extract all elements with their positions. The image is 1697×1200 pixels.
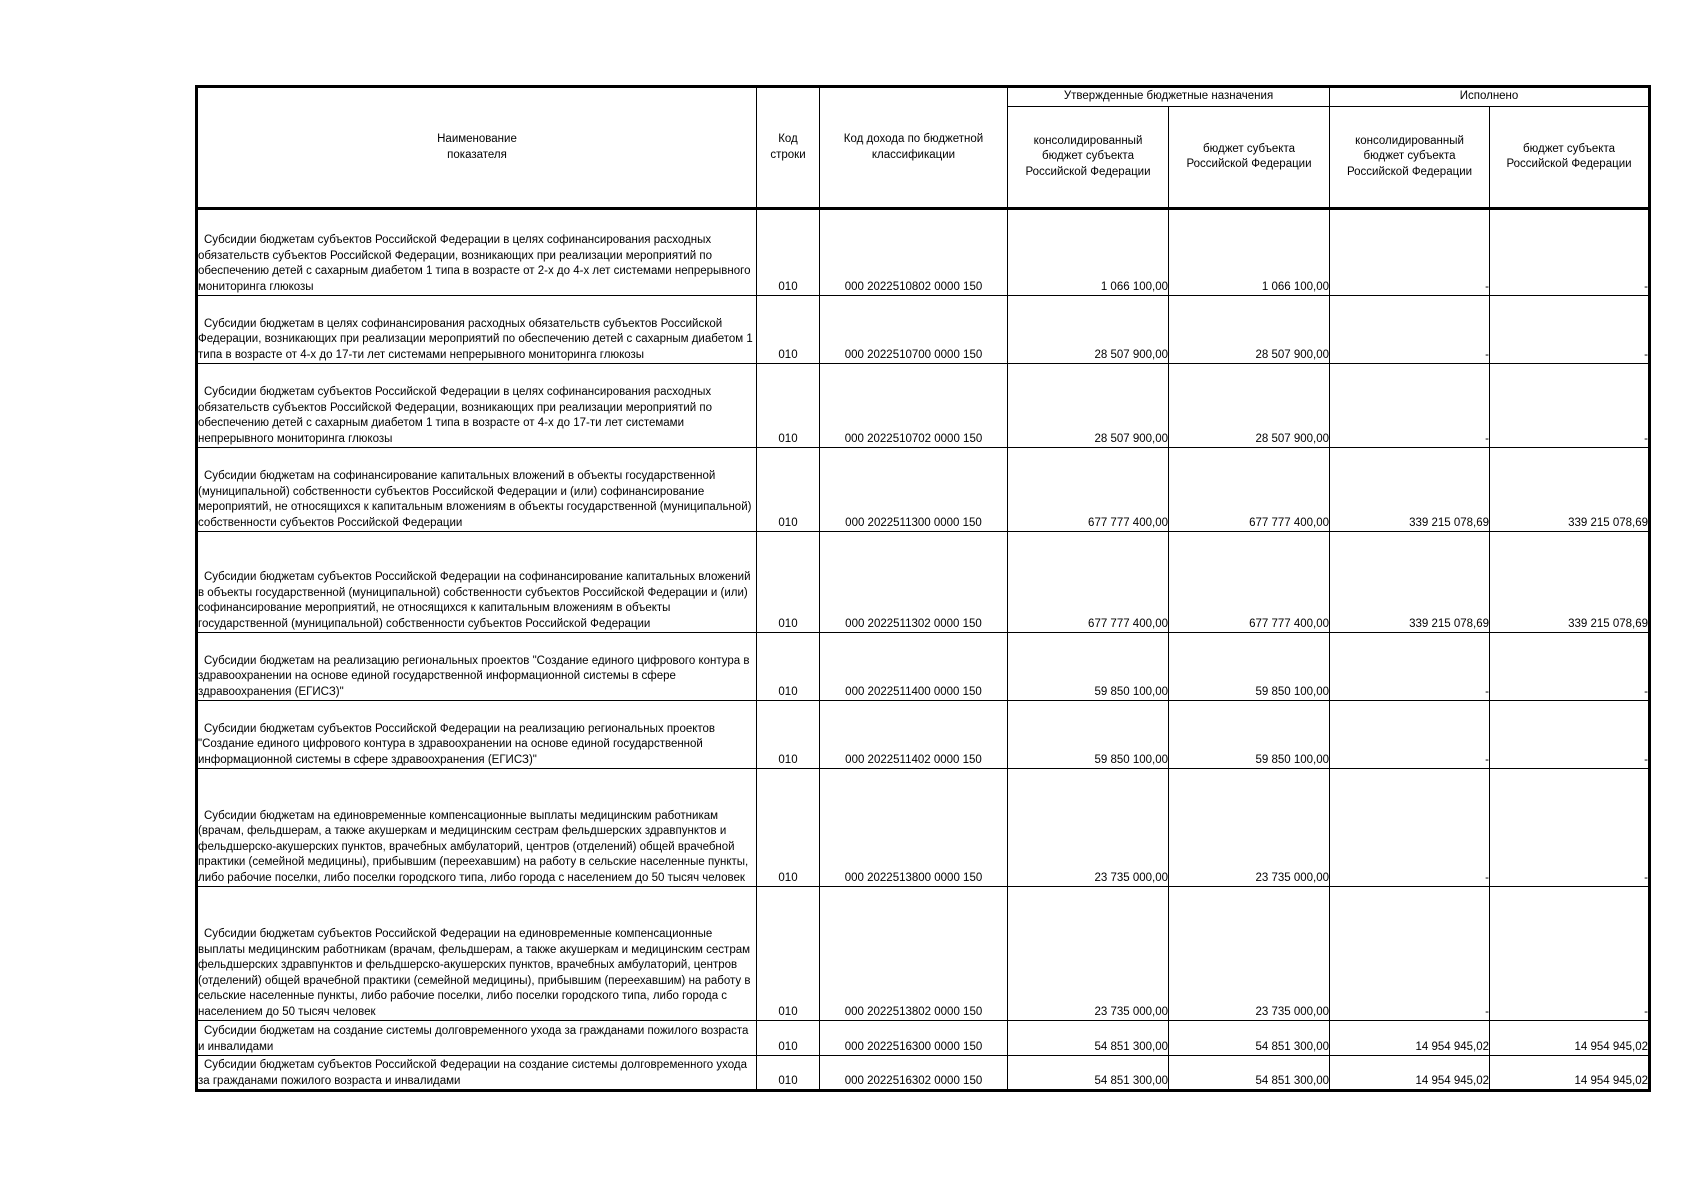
row-classification: 000 2022513800 0000 150	[820, 769, 1008, 887]
table-row	[197, 701, 1650, 769]
row-code: 010	[757, 209, 820, 296]
row-code: 010	[757, 532, 820, 633]
row-executed-subject: -	[1490, 296, 1650, 364]
row-executed-consolidated: -	[1330, 769, 1490, 887]
row-name: Субсидии бюджетам на создание системы долговременного ухода за гражданами пожилого возраста и инвалидами	[197, 1021, 757, 1056]
row-approved-consolidated: 23 735 000,00	[1008, 769, 1169, 887]
row-classification: 000 2022516302 0000 150	[820, 1056, 1008, 1091]
row-approved-consolidated: 54 851 300,00	[1008, 1056, 1169, 1091]
table-row	[197, 769, 1650, 887]
header-executed-group: Исполнено	[1330, 87, 1650, 107]
row-code: 010	[757, 296, 820, 364]
table-row	[197, 887, 1650, 1021]
row-name: Субсидии бюджетам на софинансирование капитальных вложений в объекты государственной (муниципальной) собственности субъектов Российской Федерации и (или) софинансирование мероприятий, не относящихся к капитальным вложениям в объекты государственной (муниципальной) собственности субъектов Российской Федерации	[197, 448, 757, 532]
table-row	[197, 296, 1650, 364]
row-code: 010	[757, 769, 820, 887]
row-executed-consolidated: -	[1330, 887, 1490, 1021]
budget-table	[195, 85, 1651, 1092]
row-approved-subject: 59 850 100,00	[1169, 633, 1330, 701]
table-row	[197, 209, 1650, 296]
row-executed-subject: -	[1490, 364, 1650, 448]
row-approved-consolidated: 23 735 000,00	[1008, 887, 1169, 1021]
row-approved-consolidated: 677 777 400,00	[1008, 532, 1169, 633]
header-executed-subject: бюджет субъекта Российской Федерации	[1490, 107, 1650, 209]
row-name: Субсидии бюджетам субъектов Российской Федерации на единовременные компенсационные выплаты медицинским работникам (врачам, фельдшерам, а также акушеркам и медицинским сестрам фельдшерских здравпунктов и фельдшерско-акушерских пунктов, врачебных амбулаторий, центров (отделений) общей врачебной практики (семейной медицины), прибывшим (переехавшим) на работу в сельские населенные пункты, либо рабочие поселки, либо поселки городского типа, либо города с населением до 50 тысяч человек	[197, 887, 757, 1021]
row-approved-consolidated: 28 507 900,00	[1008, 296, 1169, 364]
row-approved-subject: 59 850 100,00	[1169, 701, 1330, 769]
row-approved-consolidated: 28 507 900,00	[1008, 364, 1169, 448]
row-approved-consolidated: 677 777 400,00	[1008, 448, 1169, 532]
row-name: Субсидии бюджетам на реализацию региональных проектов "Создание единого цифрового контура в здравоохранении на основе единой государственной информационной системы в сфере здравоохранения (ЕГИСЗ)"	[197, 633, 757, 701]
row-approved-subject: 54 851 300,00	[1169, 1056, 1330, 1091]
row-executed-subject: -	[1490, 769, 1650, 887]
row-code: 010	[757, 1056, 820, 1091]
table-row	[197, 633, 1650, 701]
header-approved-group: Утвержденные бюджетные назначения	[1008, 87, 1330, 107]
table-row	[197, 1056, 1650, 1091]
row-approved-subject: 677 777 400,00	[1169, 532, 1330, 633]
row-approved-consolidated: 59 850 100,00	[1008, 701, 1169, 769]
row-name: Субсидии бюджетам субъектов Российской Федерации в целях софинансирования расходных обязательств субъектов Российской Федерации, возникающих при реализации мероприятий по обеспечению детей с сахарным диабетом 1 типа в возрасте от 4-х до 17-ти лет системами непрерывного мониторинга глюкозы	[197, 364, 757, 448]
row-executed-consolidated: -	[1330, 701, 1490, 769]
row-executed-consolidated: -	[1330, 364, 1490, 448]
row-code: 010	[757, 1021, 820, 1056]
row-executed-consolidated: 14 954 945,02	[1330, 1056, 1490, 1091]
row-name: Субсидии бюджетам субъектов Российской Федерации на реализацию региональных проектов "Создание единого цифрового контура в здравоохранении на основе единой государственной информационной системы в сфере здравоохранения (ЕГИСЗ)"	[197, 701, 757, 769]
row-executed-consolidated: 339 215 078,69	[1330, 532, 1490, 633]
header-name: Наименование показателя	[197, 87, 757, 209]
row-executed-subject: -	[1490, 633, 1650, 701]
row-name: Субсидии бюджетам субъектов Российской Федерации на создание системы долговременного ухода за гражданами пожилого возраста и инвалидами	[197, 1056, 757, 1091]
row-executed-subject: -	[1490, 701, 1650, 769]
row-approved-subject: 23 735 000,00	[1169, 887, 1330, 1021]
row-approved-subject: 28 507 900,00	[1169, 296, 1330, 364]
row-classification: 000 2022511300 0000 150	[820, 448, 1008, 532]
row-name: Субсидии бюджетам на единовременные компенсационные выплаты медицинским работникам (врачам, фельдшерам, а также акушеркам и медицинским сестрам фельдшерских здравпунктов и фельдшерско-акушерских пунктов, врачебных амбулаторий, центров (отделений) общей врачебной практики (семейной медицины), прибывшим (переехавшим) на работу в сельские населенные пункты, либо рабочие поселки, либо поселки городского типа, либо города с населением до 50 тысяч человек	[197, 769, 757, 887]
row-classification: 000 2022510702 0000 150	[820, 364, 1008, 448]
row-executed-subject: 14 954 945,02	[1490, 1056, 1650, 1091]
row-executed-subject: -	[1490, 887, 1650, 1021]
row-name: Субсидии бюджетам субъектов Российской Федерации в целях софинансирования расходных обязательств субъектов Российской Федерации, возникающих при реализации мероприятий по обеспечению детей с сахарным диабетом 1 типа в возрасте от 2-х до 4-х лет системами непрерывного мониторинга глюкозы	[197, 209, 757, 296]
header-approved-consolidated: консолидированный бюджет субъекта Российской Федерации	[1008, 107, 1169, 209]
row-approved-subject: 677 777 400,00	[1169, 448, 1330, 532]
header-code: Код строки	[757, 87, 820, 209]
row-executed-subject: 14 954 945,02	[1490, 1021, 1650, 1056]
table-row	[197, 532, 1650, 633]
row-approved-subject: 1 066 100,00	[1169, 209, 1330, 296]
table-row	[197, 1021, 1650, 1056]
row-approved-subject: 23 735 000,00	[1169, 769, 1330, 887]
row-code: 010	[757, 887, 820, 1021]
header-executed-consolidated: консолидированный бюджет субъекта Российской Федерации	[1330, 107, 1490, 209]
row-approved-subject: 54 851 300,00	[1169, 1021, 1330, 1056]
table-body	[197, 209, 1650, 1091]
row-executed-subject: 339 215 078,69	[1490, 448, 1650, 532]
row-executed-consolidated: 339 215 078,69	[1330, 448, 1490, 532]
header-approved-subject: бюджет субъекта Российской Федерации	[1169, 107, 1330, 209]
table-row	[197, 448, 1650, 532]
row-classification: 000 2022510700 0000 150	[820, 296, 1008, 364]
row-classification: 000 2022511400 0000 150	[820, 633, 1008, 701]
row-executed-consolidated: -	[1330, 296, 1490, 364]
header-classification: Код дохода по бюджетной классификации	[820, 87, 1008, 209]
row-code: 010	[757, 701, 820, 769]
row-classification: 000 2022510802 0000 150	[820, 209, 1008, 296]
row-executed-consolidated: -	[1330, 633, 1490, 701]
row-classification: 000 2022511302 0000 150	[820, 532, 1008, 633]
row-code: 010	[757, 364, 820, 448]
row-code: 010	[757, 448, 820, 532]
row-name: Субсидии бюджетам в целях софинансирования расходных обязательств субъектов Российской Федерации, возникающих при реализации мероприятий по обеспечению детей с сахарным диабетом 1 типа в возрасте от 4-х до 17-ти лет системами непрерывного мониторинга глюкозы	[197, 296, 757, 364]
table-row	[197, 364, 1650, 448]
row-code: 010	[757, 633, 820, 701]
row-name: Субсидии бюджетам субъектов Российской Федерации на софинансирование капитальных вложений в объекты государственной (муниципальной) собственности субъектов Российской Федерации и (или) софинансирование мероприятий, не относящихся к капитальным вложениям в объекты государственной (муниципальной) собственности субъектов Российской Федерации	[197, 532, 757, 633]
row-approved-consolidated: 1 066 100,00	[1008, 209, 1169, 296]
table-header	[197, 87, 1650, 209]
row-classification: 000 2022511402 0000 150	[820, 701, 1008, 769]
row-classification: 000 2022513802 0000 150	[820, 887, 1008, 1021]
row-approved-subject: 28 507 900,00	[1169, 364, 1330, 448]
row-executed-consolidated: -	[1330, 209, 1490, 296]
row-executed-subject: 339 215 078,69	[1490, 532, 1650, 633]
row-approved-consolidated: 54 851 300,00	[1008, 1021, 1169, 1056]
row-executed-subject: -	[1490, 209, 1650, 296]
row-approved-consolidated: 59 850 100,00	[1008, 633, 1169, 701]
row-classification: 000 2022516300 0000 150	[820, 1021, 1008, 1056]
row-executed-consolidated: 14 954 945,02	[1330, 1021, 1490, 1056]
